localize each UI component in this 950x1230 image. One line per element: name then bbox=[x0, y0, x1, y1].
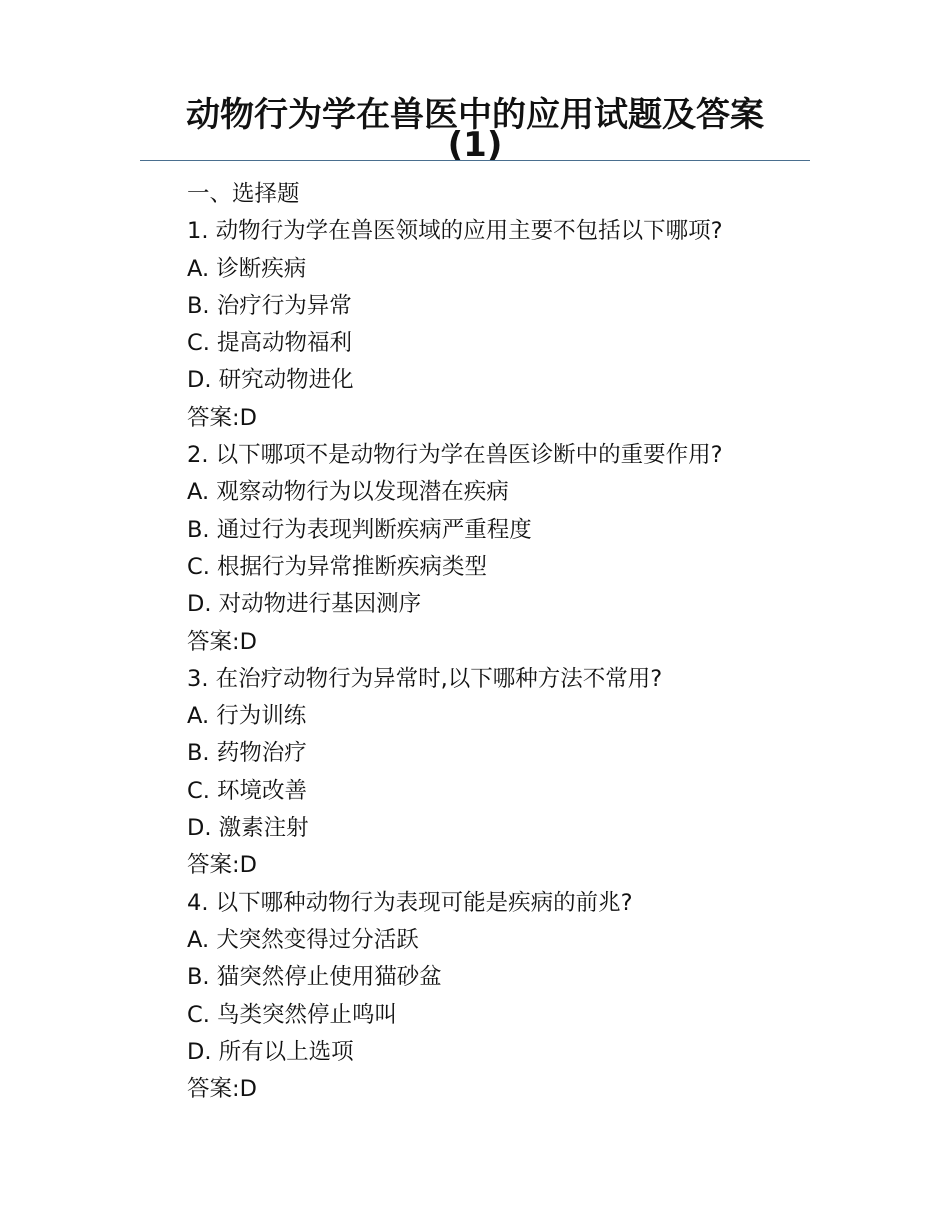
title-line-1: 动物行为学在兽医中的应用试题及答案 bbox=[186, 95, 764, 135]
title-divider bbox=[140, 160, 810, 161]
option-a: A. 诊断疾病 bbox=[187, 255, 307, 282]
question-block bbox=[187, 213, 807, 437]
option-d: D. 研究动物进化 bbox=[187, 367, 354, 394]
option-a: A. 犬突然变得过分活跃 bbox=[187, 926, 419, 953]
answer-text: 答案:D bbox=[187, 1076, 257, 1103]
option-b: B. 治疗行为异常 bbox=[187, 292, 352, 319]
option-c: C. 环境改善 bbox=[187, 777, 308, 804]
answer-text: 答案:D bbox=[187, 852, 257, 879]
question-text: 3. 在治疗动物行为异常时,以下哪种方法不常用? bbox=[187, 665, 663, 692]
option-b: B. 通过行为表现判断疾病严重程度 bbox=[187, 516, 532, 543]
question-text: 2. 以下哪项不是动物行为学在兽医诊断中的重要作用? bbox=[187, 442, 723, 469]
question-block bbox=[187, 661, 807, 885]
option-d: D. 所有以上选项 bbox=[187, 1038, 354, 1065]
option-d: D. 激素注射 bbox=[187, 815, 309, 842]
option-c: C. 鸟类突然停止鸣叫 bbox=[187, 1001, 398, 1028]
section-heading: 一、选择题 bbox=[187, 181, 300, 207]
question-block bbox=[187, 437, 807, 661]
option-b: B. 药物治疗 bbox=[187, 740, 307, 767]
option-c: C. 根据行为异常推断疾病类型 bbox=[187, 553, 488, 580]
option-c: C. 提高动物福利 bbox=[187, 330, 353, 357]
document-title bbox=[140, 95, 810, 165]
option-a: A. 行为训练 bbox=[187, 703, 307, 730]
title-line-2: (1) bbox=[447, 125, 503, 165]
document-body bbox=[187, 176, 807, 1108]
option-a: A. 观察动物行为以发现潜在疾病 bbox=[187, 479, 509, 506]
option-d: D. 对动物进行基因测序 bbox=[187, 591, 422, 618]
option-b: B. 猫突然停止使用猫砂盆 bbox=[187, 964, 442, 991]
answer-text: 答案:D bbox=[187, 628, 257, 655]
question-text: 1. 动物行为学在兽医领域的应用主要不包括以下哪项? bbox=[187, 218, 723, 245]
question-block bbox=[187, 885, 807, 1109]
answer-text: 答案:D bbox=[187, 404, 257, 431]
question-text: 4. 以下哪种动物行为表现可能是疾病的前兆? bbox=[187, 889, 633, 916]
